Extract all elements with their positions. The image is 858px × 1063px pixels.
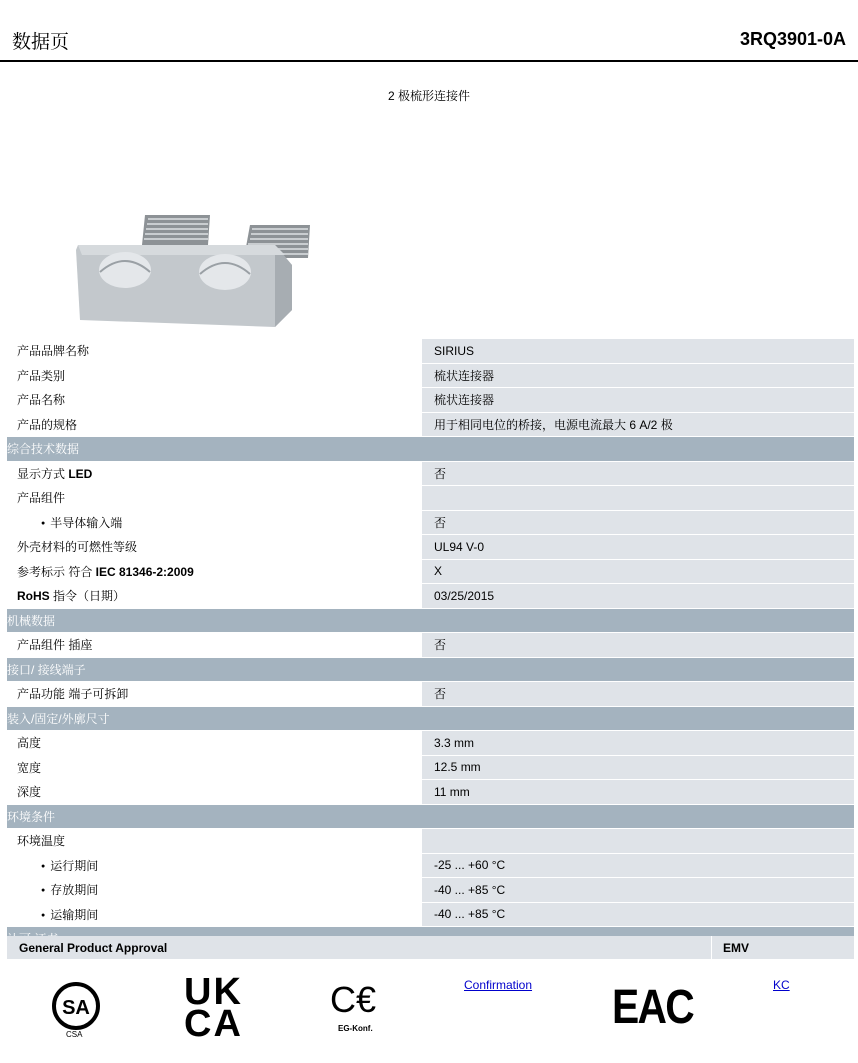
spec-label-bold: IEC 81346-2:2009	[95, 564, 194, 579]
spec-value: UL94 V-0	[422, 535, 855, 560]
csa-logo	[52, 982, 102, 1042]
spec-value: 用于相同电位的桥接，电源电流最大 6 A/2 极	[422, 412, 855, 437]
spec-row	[7, 461, 854, 486]
spec-label-bold: RoHS	[17, 589, 50, 604]
spec-value	[422, 486, 855, 511]
spec-label	[7, 486, 422, 511]
spec-row	[7, 755, 854, 780]
spec-value: 3.3 mm	[422, 731, 855, 756]
spec-value: 梳状连接器	[422, 388, 855, 413]
spec-value: 03/25/2015	[422, 584, 855, 609]
spec-value: 梳状连接器	[422, 363, 855, 388]
spec-label	[7, 878, 422, 903]
spec-row	[7, 682, 854, 707]
spec-value: 否	[422, 682, 855, 707]
spec-label-text: 存放期间	[50, 883, 99, 898]
spec-value: -40 ... +85 °C	[422, 878, 855, 903]
spec-row	[7, 829, 854, 854]
spec-label-text: 运行期间	[50, 858, 99, 873]
comb-pin-left	[142, 215, 210, 245]
product-image	[70, 210, 310, 340]
eac-logo: EAC	[612, 981, 694, 1034]
ce-logo	[330, 979, 390, 1042]
section-header	[7, 608, 854, 633]
spec-label	[7, 902, 422, 927]
spec-label-text: 产品功能 端子可拆卸	[17, 687, 129, 702]
spec-value: 12.5 mm	[422, 755, 855, 780]
general-approval-label: General Product Approval	[19, 941, 168, 955]
spec-label	[7, 461, 422, 486]
section-title: 机械数据	[7, 608, 854, 633]
part-number: 3RQ3901-0A	[739, 29, 846, 49]
approval-divider	[711, 936, 712, 959]
section-title: 环境条件	[7, 804, 854, 829]
spec-label-bold: LED	[68, 466, 93, 481]
ce-mark: C€	[330, 979, 377, 1020]
spec-label	[7, 829, 422, 854]
spec-row	[7, 535, 854, 560]
spec-label	[7, 535, 422, 560]
spec-row	[7, 363, 854, 388]
spec-label-text: 产品组件	[17, 491, 66, 506]
spec-label	[7, 584, 422, 609]
spec-row	[7, 388, 854, 413]
section-title: 装入/固定/外廓尺寸	[7, 706, 854, 731]
header-rule	[0, 60, 858, 62]
spec-label-text: 参考标示 符合	[17, 564, 96, 579]
section-header	[7, 437, 854, 462]
section-header	[7, 706, 854, 731]
spec-label-text: 指令（日期）	[49, 589, 126, 604]
svg-text:SA: SA	[62, 997, 90, 1019]
spec-label-text: 外壳材料的可燃性等级	[17, 540, 138, 555]
spec-label	[7, 388, 422, 413]
spec-label-text: 产品组件 插座	[17, 638, 93, 653]
spec-value: SIRIUS	[422, 339, 855, 363]
spec-label	[7, 363, 422, 388]
spec-value: 否	[422, 633, 855, 658]
spec-row	[7, 853, 854, 878]
spec-label	[7, 755, 422, 780]
csa-caption: CSA	[66, 1030, 83, 1039]
section-header	[7, 657, 854, 682]
section-title: 接口/ 接线端子	[7, 657, 854, 682]
spec-label-text: 深度	[17, 785, 42, 800]
spec-label-text: 高度	[17, 736, 42, 751]
confirmation-link[interactable]: Confirmation	[464, 978, 533, 992]
spec-label-text: 产品名称	[17, 393, 66, 408]
spec-label	[7, 510, 422, 535]
spec-label	[7, 731, 422, 756]
spec-row	[7, 731, 854, 756]
spec-row	[7, 339, 854, 363]
product-subtitle: 2 极梳形连接件	[387, 89, 470, 103]
spec-value: 否	[422, 510, 855, 535]
ukca-top: UK	[184, 971, 243, 1013]
spec-row	[7, 902, 854, 927]
spec-label-text: 运输期间	[50, 907, 99, 922]
section-header	[7, 804, 854, 829]
approval-header	[7, 936, 854, 959]
spec-label-text: 环境温度	[17, 834, 66, 849]
spec-label-text: 产品品牌名称	[17, 344, 90, 359]
spec-row	[7, 559, 854, 584]
spec-label	[7, 339, 422, 363]
spec-label-text: 宽度	[17, 760, 42, 775]
spec-label	[7, 633, 422, 658]
page-header	[0, 0, 858, 62]
spec-table	[7, 339, 854, 952]
spec-row	[7, 412, 854, 437]
spec-label	[7, 853, 422, 878]
spec-row	[7, 584, 854, 609]
spec-label-text: 半导体输入端	[50, 515, 123, 530]
spec-row	[7, 510, 854, 535]
spec-label-text: 显示方式	[17, 466, 69, 481]
emv-label: EMV	[723, 941, 750, 955]
ukca-logo	[184, 971, 252, 1046]
spec-row	[7, 780, 854, 805]
spec-value	[422, 829, 855, 854]
spec-value: -40 ... +85 °C	[422, 902, 855, 927]
spec-row	[7, 486, 854, 511]
spec-label	[7, 780, 422, 805]
section-title: 综合技术数据	[7, 437, 854, 462]
spec-label	[7, 559, 422, 584]
spec-value: 否	[422, 461, 855, 486]
spec-label	[7, 412, 422, 437]
spec-label	[7, 682, 422, 707]
spec-value: X	[422, 559, 855, 584]
spec-value: -25 ... +60 °C	[422, 853, 855, 878]
spec-row	[7, 878, 854, 903]
spec-value: 11 mm	[422, 780, 855, 805]
document-title: 数据页	[12, 32, 70, 53]
kc-link[interactable]: KC	[773, 978, 790, 992]
spec-label-text: 产品的规格	[17, 417, 78, 432]
spec-row	[7, 633, 854, 658]
ce-caption: EG-Konf.	[338, 1024, 373, 1033]
spec-label-text: 产品类别	[17, 368, 66, 383]
ukca-bottom: CA	[184, 1003, 243, 1045]
